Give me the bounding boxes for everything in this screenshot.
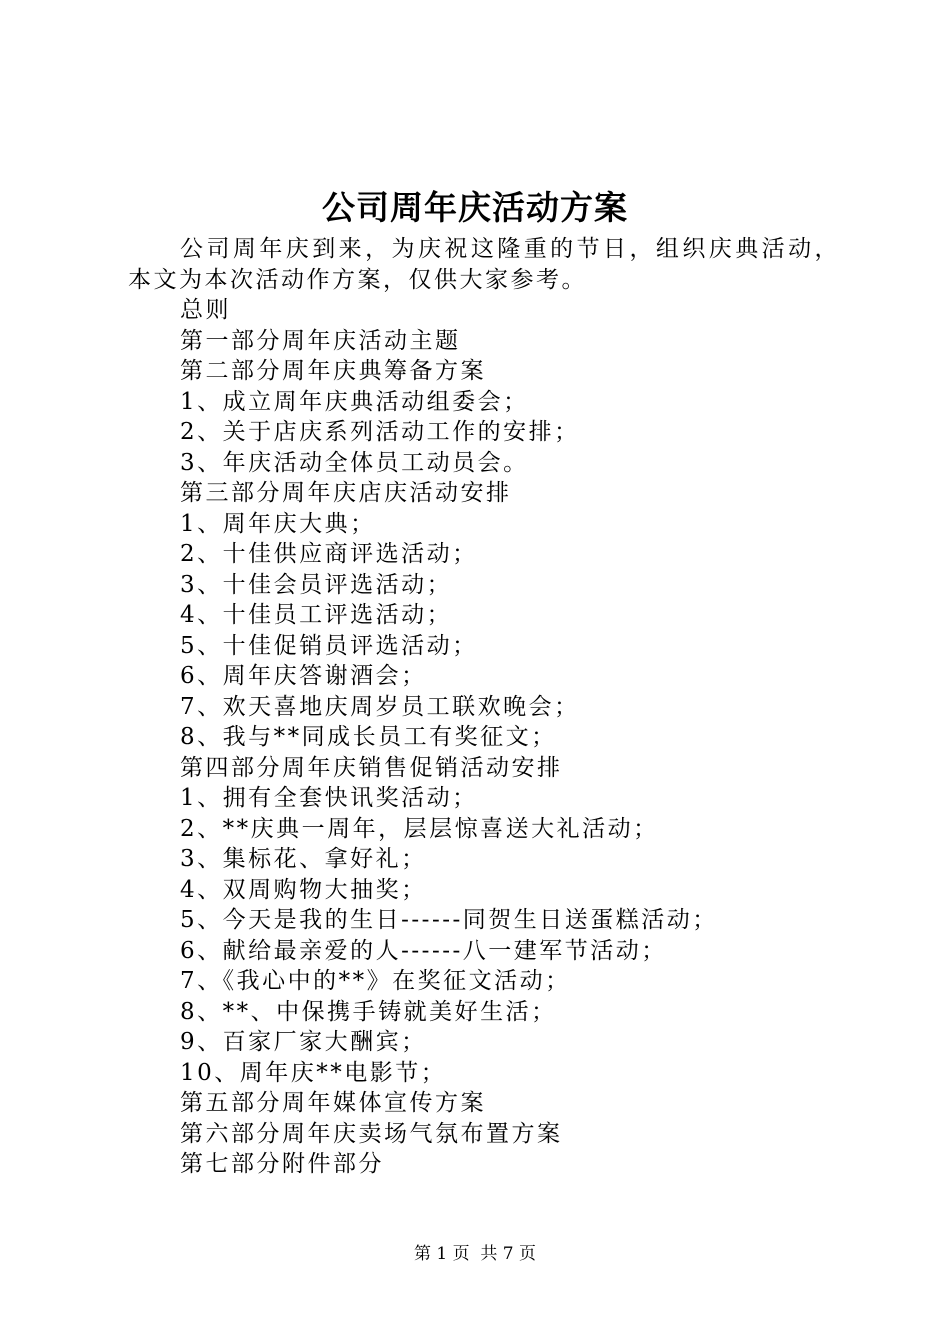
list-item: 4、十佳员工评选活动； (180, 602, 453, 628)
list-item: 4、双周购物大抽奖； (180, 876, 427, 903)
document-title: 公司周年庆活动方案 (322, 188, 628, 227)
section-heading-part-2: 第二部分周年庆典筹备方案 (180, 358, 486, 384)
list-item: 5、十佳促销员评选活动； (180, 632, 478, 659)
section-heading-part-3: 第三部分周年庆店庆活动安排 (180, 480, 512, 506)
list-item: 7、欢天喜地庆周岁员工联欢晚会； (180, 693, 580, 720)
list-item: 9、百家厂家大酬宾； (180, 1029, 427, 1055)
section-heading-part-5: 第五部分周年媒体宣传方案 (180, 1090, 486, 1116)
section-heading-part-1: 第一部分周年庆活动主题 (180, 327, 461, 354)
list-item: 7、《我心中的**》在奖征文活动； (180, 968, 571, 994)
list-item: 2、**庆典一周年，层层惊喜送大礼活动； (180, 815, 659, 842)
list-item: 8、**、中保携手铸就美好生活； (180, 998, 557, 1025)
section-heading-part-6: 第六部分周年庆卖场气氛布置方案 (180, 1120, 563, 1147)
list-item: 2、关于店庆系列活动工作的安排； (180, 419, 580, 445)
section-heading-part-7: 第七部分附件部分 (180, 1151, 384, 1177)
list-item: 5、今天是我的生日------同贺生日送蛋糕活动； (180, 907, 718, 933)
list-item: 8、我与**同成长员工有奖征文； (180, 724, 557, 750)
list-item: 10、周年庆**电影节； (180, 1059, 447, 1086)
list-item: 2、十佳供应商评选活动； (180, 541, 478, 567)
list-item: 1、拥有全套快讯奖活动； (180, 785, 478, 811)
document-body (128, 234, 840, 1180)
list-item: 1、成立周年庆典活动组委会； (180, 388, 529, 415)
section-heading-part-4: 第四部分周年庆销售促销活动安排 (180, 754, 563, 781)
list-item: 6、周年庆答谢酒会； (180, 663, 427, 689)
section-heading-general: 总则 (180, 297, 231, 323)
list-item: 3、年庆活动全体员工动员会。 (180, 449, 529, 476)
intro-paragraph: 公司周年庆到来，为庆祝这隆重的节日，组织庆典活动，本文为本次活动作方案，仅供大家参考。 (128, 236, 840, 293)
list-item: 1、周年庆大典； (180, 510, 376, 537)
list-item: 6、献给最亲爱的人------八一建军节活动； (180, 937, 667, 964)
page-number-footer: 第 1 页 共 7 页 (413, 1244, 537, 1264)
list-item: 3、十佳会员评选活动； (180, 571, 453, 598)
list-item: 3、集标花、拿好礼； (180, 846, 427, 872)
